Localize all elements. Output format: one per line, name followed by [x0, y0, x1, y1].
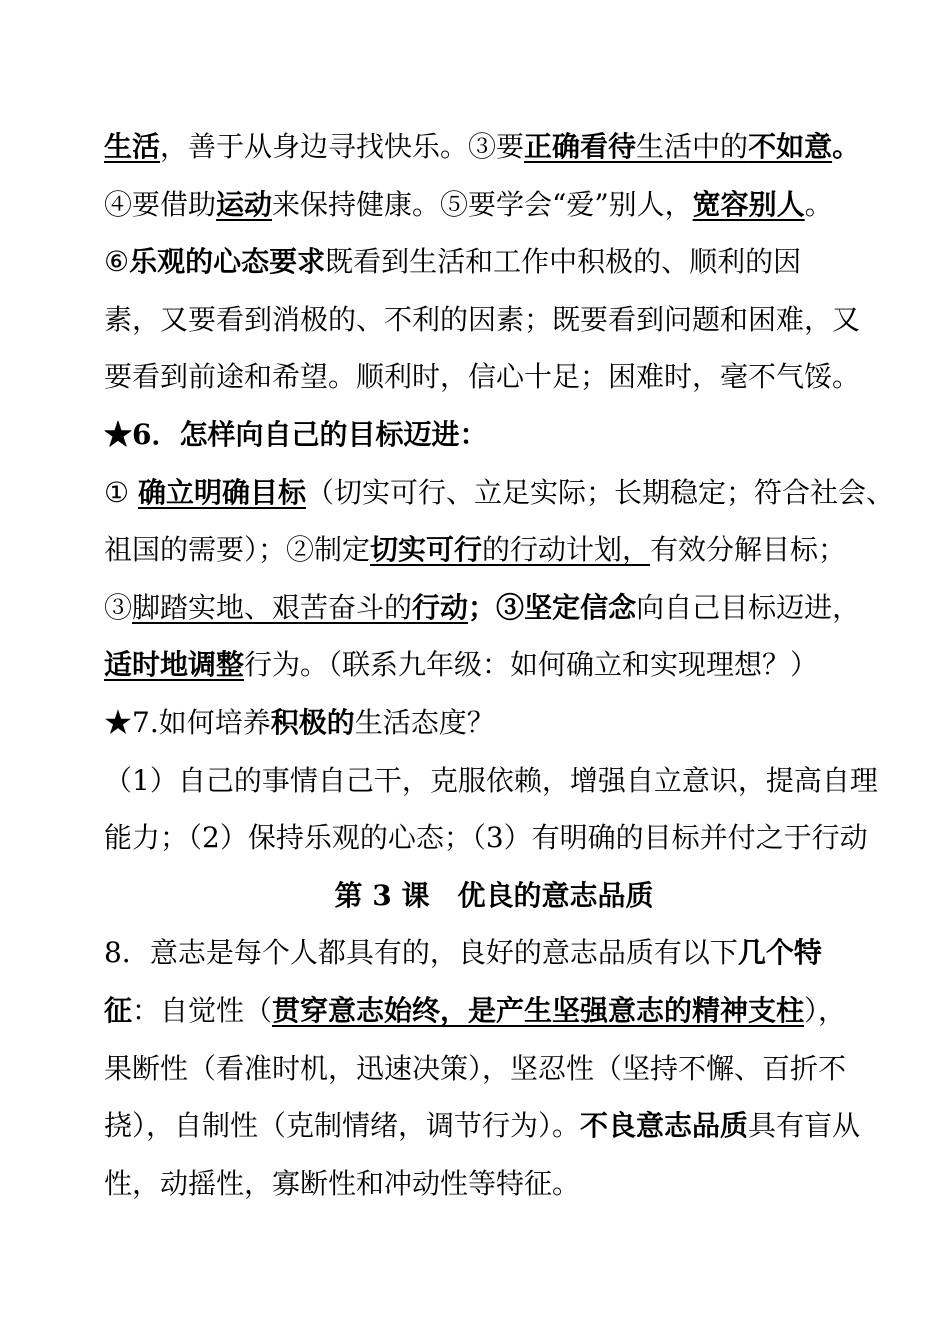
- section-heading-6: [104, 410, 864, 468]
- lesson-title: [104, 871, 864, 929]
- text-run: ；③: [468, 590, 525, 624]
- text-run: 生活态度？: [354, 705, 495, 739]
- text-run: 贯穿意志始终，是产生坚强意志的精神支柱: [272, 993, 805, 1027]
- text-run: 性，动摇性，寡断性和冲动性等特征。: [104, 1166, 581, 1200]
- text-run: 祖国的需要）；②制定: [104, 533, 371, 567]
- text-run: 不如意: [748, 130, 833, 163]
- text-run: （切实可行、立足实际；长期稳定；符合社会、: [306, 475, 895, 509]
- text-line: [104, 468, 895, 526]
- text-line: [104, 122, 864, 180]
- text-run: 不良意志品质: [580, 1109, 749, 1143]
- text-line: [104, 1159, 864, 1217]
- text-line: [104, 237, 864, 295]
- text-run: 有效分解目标；: [650, 533, 847, 567]
- text-line: [104, 295, 864, 353]
- text-run: ③: [104, 590, 133, 624]
- text-line: [104, 813, 868, 871]
- text-run: 几个特: [737, 936, 822, 970]
- text-run: 切实可行: [370, 533, 483, 567]
- text-run: 生活中的: [636, 130, 749, 163]
- text-line: [104, 928, 864, 986]
- text-line: [104, 986, 864, 1044]
- text-line: [104, 180, 864, 238]
- text-run: 确立明确目标: [138, 475, 307, 509]
- text-run: 脚踏实地、艰苦奋斗的: [132, 590, 413, 624]
- text-run: 第 3 课 优良的意志品质: [334, 878, 654, 912]
- text-run: 行为。（联系九年级：如何确立和实现理想？）: [244, 648, 819, 682]
- text-run: 。: [804, 187, 833, 221]
- document-page: [104, 122, 895, 1216]
- text-run: ★7.如何培养: [104, 705, 271, 739]
- text-run: 8．意志是每个人都具有的，良好的意志品质有以下: [104, 936, 738, 970]
- text-run: 。: [832, 130, 861, 163]
- text-run: ），: [804, 993, 847, 1027]
- text-run: 运动: [216, 187, 273, 221]
- text-line: [104, 1101, 864, 1159]
- text-run: 生活: [104, 130, 161, 163]
- text-run: 乐观的心态要求: [129, 245, 326, 279]
- text-run: ①: [104, 475, 139, 509]
- text-run: ④要借助: [104, 187, 217, 221]
- section-heading-7: [104, 698, 864, 756]
- text-run: 征: [104, 993, 133, 1027]
- text-run: 正确看待: [524, 130, 637, 163]
- text-run: 宽容别人: [692, 187, 805, 221]
- text-run: 既看到生活和工作中积极的、顺利的因: [325, 245, 802, 279]
- text-run: 行动: [412, 590, 469, 624]
- text-run: ，善于从身边寻找快乐。③要: [160, 130, 525, 163]
- text-run: ⑥: [104, 245, 130, 279]
- text-run: 果断性（看准时机，迅速决策），坚忍性（坚持不懈、百折不: [104, 1051, 847, 1085]
- text-run: 坚定信念: [524, 590, 637, 624]
- text-run: 的行动计划，: [482, 533, 651, 567]
- text-run: 具有盲从: [748, 1109, 861, 1143]
- text-line: [104, 583, 864, 641]
- text-run: （1）自己的事情自己干，克服依赖，增强自立意识，提高自理: [104, 763, 878, 797]
- text-line: [104, 640, 864, 698]
- text-run: 挠），自制性（克制情绪，调节行为）。: [104, 1109, 581, 1143]
- text-run: 适时地调整: [104, 648, 245, 682]
- text-run: ：自觉性（: [132, 993, 273, 1027]
- text-line: [104, 756, 878, 814]
- text-line: [104, 1044, 864, 1102]
- text-run: 要看到前途和希望。顺利时，信心十足；困难时，毫不气馁。: [104, 360, 861, 394]
- text-line: [104, 525, 864, 583]
- text-run: 积极的: [270, 705, 355, 739]
- text-line: [104, 352, 864, 410]
- text-run: 能力；（2）保持乐观的心态；（3）有明确的目标并付之于行动: [104, 821, 868, 855]
- text-run: 来保持健康。⑤要学会“爱”别人，: [272, 187, 693, 221]
- text-run: 向自己目标迈进，: [636, 590, 861, 624]
- text-run: ★6．怎样向自己的目标迈进：: [104, 417, 488, 451]
- text-run: 素，又要看到消极的、不利的因素；既要看到问题和困难，又: [104, 302, 861, 336]
